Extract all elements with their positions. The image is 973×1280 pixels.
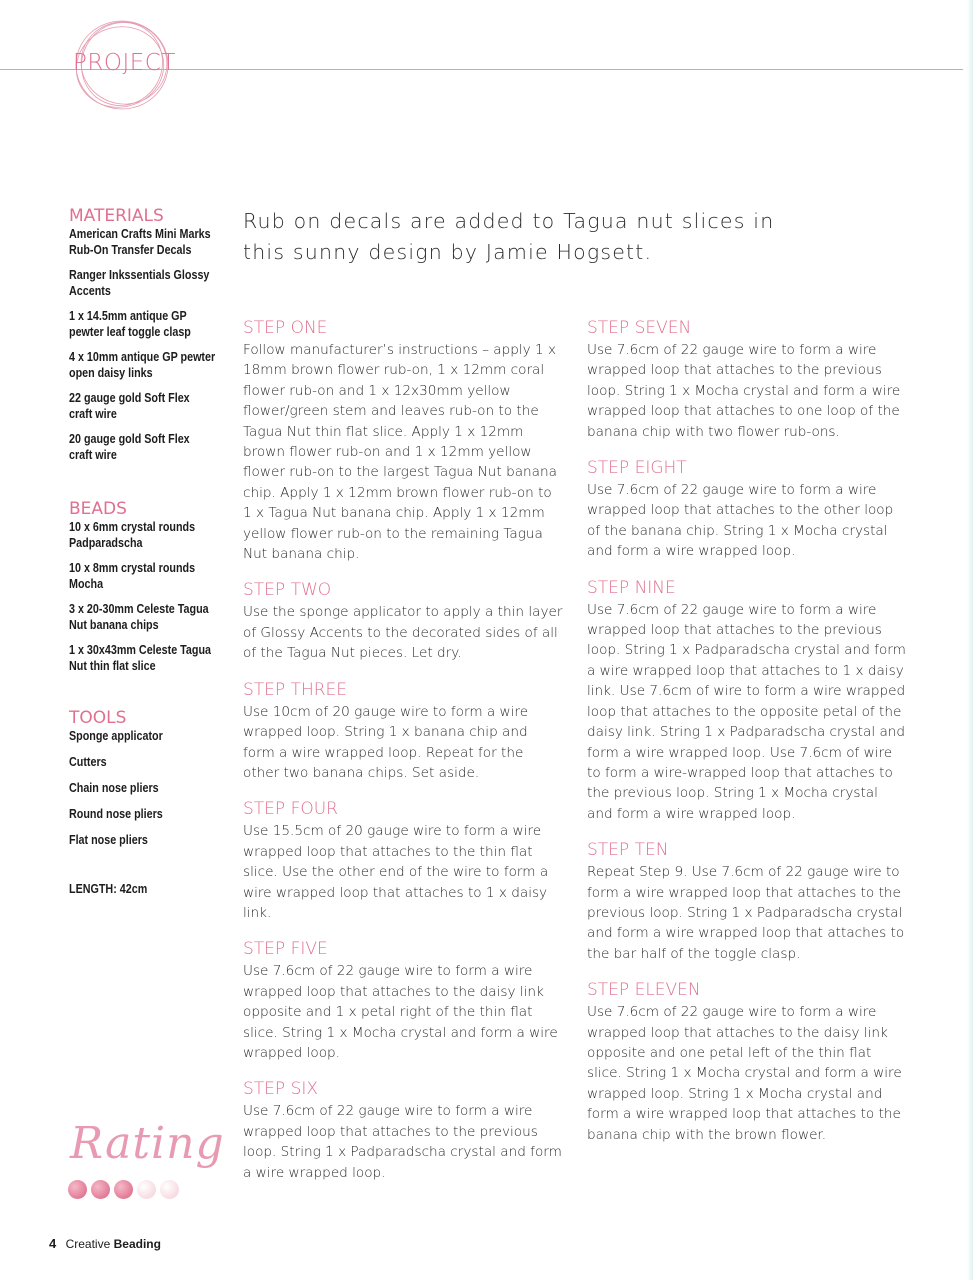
beads-heading: BEADS (69, 499, 127, 519)
tools-item: Cutters (69, 755, 107, 769)
materials-item: 22 gauge gold Soft Flex craft wire (69, 391, 190, 421)
publication-name: Beading (113, 1237, 161, 1251)
step-title: STEP FIVE (243, 939, 328, 960)
step-block (243, 799, 563, 923)
step-block (243, 939, 563, 1063)
step-body: Use 7.6cm of 22 gauge wire to form a wire wrapped loop that attaches to the previous loop. String 1 x Padparadscha crystal and form a wire wrapped loop that attaches to 1 x daisy link. Use 7.6cm of wire to form a wire wrapped loop that attaches to the opposite petal of the daisy link. String 1 x Padparadscha crystal and form a wire wrapped loop. Use 7.6cm of wire to form a wire-wrapped loop that attaches to the previous loop. String 1 x Mocha crystal and form a wire wrapped loop. (587, 601, 906, 822)
page-footer (49, 1236, 161, 1251)
rating-dot-empty-icon (137, 1180, 156, 1199)
step-title: STEP ONE (243, 318, 328, 338)
tools-list (69, 728, 229, 848)
length-note: LENGTH: 42cm (69, 882, 148, 896)
rating-dot-filled-icon (68, 1180, 87, 1199)
step-title: STEP TEN (587, 840, 669, 861)
section-label: PROJECT (73, 50, 176, 76)
beads-item: 10 x 8mm crystal rounds Mocha (69, 561, 196, 591)
rating-dot-filled-icon (91, 1180, 110, 1199)
rating-dot-filled-icon (114, 1180, 133, 1199)
materials-item: American Crafts Mini Marks Rub-On Transfer Decals (69, 227, 211, 257)
step-body: Use 7.6cm of 22 gauge wire to form a wire wrapped loop that attaches to the previous loop. String 1 x Padparadscha crystal and form a wire wrapped loop. (243, 1103, 562, 1181)
step-body: Use 7.6cm of 22 gauge wire to form a wire wrapped loop that attaches to the daisy link opposite and one petal left of the thin flat slice. String 1 x Mocha crystal and form a wire wrapped loop. String 1 x Mocha crystal and form a wire wrapped loop that attaches to the banana chip with the brown flower. (587, 1004, 902, 1143)
step-block (587, 840, 907, 964)
beads-item: 10 x 6mm crystal rounds Padparadscha (69, 520, 196, 550)
step-body: Use 7.6cm of 22 gauge wire to form a wire wrapped loop that attaches to the other loop of the banana chip. String 1 x Mocha crystal and form a wire wrapped loop. (587, 482, 894, 560)
materials-item: 1 x 14.5mm antique GP pewter leaf toggle clasp (69, 309, 191, 339)
steps-column-left (243, 318, 563, 1199)
step-title: STEP THREE (243, 679, 348, 700)
step-title: STEP TWO (243, 580, 332, 601)
page-edge (967, 0, 973, 1280)
step-body: Follow manufacturer’s instructions – apply 1 x 18mm brown flower rub-on, 1 x 12mm coral flower rub-on and 1 x 12x30mm yellow flower/green stem and leaves rub-on to the Tagua Nut thin flat slice. Apply 1 x 12mm brown flower rub-on and 1 x 12mm yellow flower rub-on to the largest Tagua Nut banana chip. Apply 1 x 12mm brown flower rub-on to 1 x Tagua Nut banana chip. Apply 1 x 12mm yellow flower rub-on to the remaining Tagua Nut banana chip. (243, 342, 557, 563)
publication-prefix: Creative (65, 1237, 111, 1251)
step-block (243, 680, 563, 784)
step-block (243, 318, 563, 564)
beads-item: 3 x 20-30mm Celeste Tagua Nut banana chips (69, 602, 209, 632)
materials-item: 20 gauge gold Soft Flex craft wire (69, 432, 190, 462)
steps-column-right (587, 318, 907, 1161)
rating-dot-empty-icon (160, 1180, 179, 1199)
rating-dots (68, 1180, 179, 1199)
beads-list (69, 519, 229, 674)
step-body: Use 10cm of 20 gauge wire to form a wire wrapped loop. String 1 x banana chip and form a wire wrapped loop. Repeat for the other two banana chips. Set aside. (243, 703, 529, 781)
tools-item: Sponge applicator (69, 729, 163, 743)
tools-item: Round nose pliers (69, 807, 163, 821)
step-title: STEP SEVEN (587, 318, 692, 338)
step-title: STEP SIX (243, 1079, 319, 1100)
step-block (243, 580, 563, 663)
rating-label: Rating (70, 1118, 225, 1169)
tools-heading: TOOLS (69, 708, 127, 728)
step-body: Repeat Step 9. Use 7.6cm of 22 gauge wire to form a wire wrapped loop that attaches to the previous loop. String 1 x Padparadscha crystal and form a wire wrapped loop that attaches to the bar half of the toggle clasp. (587, 864, 905, 962)
step-body: Use 7.6cm of 22 gauge wire to form a wire wrapped loop that attaches to the previous loop. String 1 x Mocha crystal and form a wire wrapped loop that attaches to one loop of the banana chip with two flower rub-ons. (587, 342, 901, 440)
step-block (243, 1079, 563, 1183)
step-block (587, 458, 907, 562)
step-body: Use 7.6cm of 22 gauge wire to form a wire wrapped loop that attaches to the daisy link opposite and 1 x petal right of the thin flat slice. String 1 x Mocha crystal and form a wire wrapped loop. (243, 963, 558, 1061)
step-body: Use 15.5cm of 20 gauge wire to form a wire wrapped loop that attaches to the thin flat slice. Use the other end of the wire to form a wire wrapped loop that attaches to 1 x daisy link. (243, 823, 549, 921)
step-title: STEP FOUR (243, 799, 338, 820)
materials-heading: MATERIALS (69, 206, 164, 226)
step-block (587, 578, 907, 824)
page-number: 4 (49, 1236, 57, 1251)
step-body: Use the sponge applicator to apply a thin layer of Glossy Accents to the decorated sides of all of the Tagua Nut pieces. Let dry. (243, 604, 563, 662)
tools-item: Chain nose pliers (69, 781, 159, 795)
sidebar (69, 206, 229, 896)
materials-list (69, 226, 229, 463)
tools-item: Flat nose pliers (69, 833, 148, 847)
step-title: STEP EIGHT (587, 458, 687, 479)
step-title: STEP ELEVEN (587, 980, 701, 1001)
materials-item: Ranger Inkssentials Glossy Accents (69, 268, 210, 298)
materials-item: 4 x 10mm antique GP pewter open daisy links (69, 350, 216, 380)
step-title: STEP NINE (587, 577, 676, 598)
intro-text: Rub on decals are added to Tagua nut slices in this sunny design by Jamie Hogsett. (243, 209, 775, 264)
step-block (587, 980, 907, 1145)
beads-item: 1 x 30x43mm Celeste Tagua Nut thin flat slice (69, 643, 212, 673)
step-block (587, 318, 907, 442)
